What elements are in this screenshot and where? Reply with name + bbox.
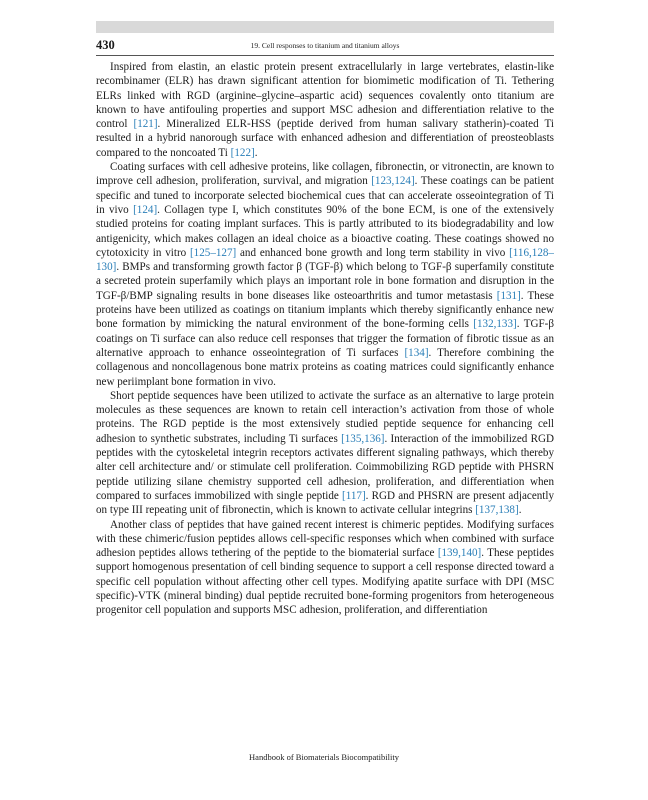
text-run: . Interaction of the immobilized RGD peptides with the cytoskeletal integrin receptors activates different signaling pathways, which thereby alter cell architecture and/ or stimulate cell proliferation. Coimmobilizing RGD peptide with PHSRN peptide utilizing silane chemistry supported cell adhesion, proliferation, and differentiation when compared to surfaces immobilized with single peptide	[96, 432, 554, 502]
running-header	[96, 38, 554, 54]
text-run: .	[254, 146, 258, 159]
text-run: Coating surfaces with cell adhesive proteins, like collagen, fibronectin, or vitronectin, are known to improve cell adhesion, proliferation, survival, and migration	[96, 161, 554, 188]
paragraph	[96, 389, 554, 518]
header-rule	[96, 55, 554, 56]
citation-link[interactable]: [135,136]	[341, 432, 385, 445]
footer-book-title: Handbook of Biomaterials Biocompatibility	[249, 752, 399, 762]
text-run: Another class of peptides that have gained recent interest is chimeric peptides. Modifying surfaces with these chimeric/fusion peptides allows cell-specific responses which when combined with surface adhesion peptides allows tethering of the peptide to the biomaterial surface	[96, 518, 554, 560]
paragraph	[96, 60, 554, 160]
citation-link[interactable]: [131]	[496, 289, 521, 302]
text-run: and enhanced bone growth and long term stability in vivo	[236, 246, 510, 259]
text-run: Short peptide sequences have been utilized to activate the surface as an alternative to large protein molecules as these sequences are known to retain cell interaction’s activation from those of whole proteins. The RGD peptide is the most extensively studied peptide sequence for enhancing cell adhesion to synthetic substrates, including Ti surfaces	[96, 389, 554, 445]
text-run: . Collagen type I, which constitutes 90% of the bone ECM, is one of the extensively studied proteins for coating implant surfaces. This is partly attributed to its biodegradability and low antigenicity, which makes collagen an ideal choice as a bioactive coating. These coatings showed no cytotoxicity in vitro	[96, 203, 554, 259]
citation-link[interactable]: [125–127]	[189, 246, 237, 259]
text-run: . Mineralized ELR-HSS (peptide derived from human salivary statherin)-coated Ti resulted in a hybrid nanorough surface with enhanced adhesion and differentiation of preosteoblasts compared to the noncoated Ti	[96, 118, 554, 159]
page-number: 430	[96, 38, 115, 52]
text-run: . TGF-β coatings on Ti surface can also reduce cell responses that trigger the formation of fibrotic tissue as an alternative approach to enhance osseointegration of Ti surfaces	[96, 318, 554, 359]
citation-link[interactable]: [116,128–130]	[96, 246, 554, 274]
citation-link[interactable]: [123,124]	[371, 175, 415, 188]
text-run: . BMPs and transforming growth factor β (TGF-β) which belong to TGF-β superfamily constitute a secreted protein superfamily which plays an important role in bone formation and disruption in the TGF-β/BMP signaling results in bone diseases like osteoarthritis and tumor metastasis	[96, 261, 554, 302]
text-run: . Therefore combining the collagenous and noncollagenous bone matrix proteins as coating matrices could significantly enhance new periimplant bone formation in vivo.	[96, 346, 554, 388]
citation-link[interactable]: [134]	[404, 346, 429, 359]
citation-link[interactable]: [122]	[230, 146, 255, 159]
body-text	[96, 60, 554, 715]
citation-link[interactable]: [117]	[342, 489, 366, 502]
citation-link[interactable]: [121]	[133, 118, 158, 131]
text-run: Inspired from elastin, an elastic protein present extracellularly in large vertebrates, elastin-like recombinamer (ELR) has drawn significant attention for biomimetic modification of Ti. Tethering ELRs linked with RGD (arginine–glycine–aspartic acid) sequences covalently onto titanium are known to have antifouling properties and support MSC adhesion and differentiation relative to the control	[96, 61, 554, 131]
text-run: . These coatings can be patient specific and tuned to incorporate selected biochemical cues that can accelerate osseointegration of Ti in vivo	[96, 175, 554, 216]
citation-link[interactable]: [137,138]	[475, 504, 519, 517]
chapter-title: 19. Cell responses to titanium and titanium alloys	[250, 41, 400, 50]
text-run: . These peptides support homogenous presentation of cell binding sequence to support a cell response directed toward a specific cell population without affecting other cell types. Modifying apatite surface with DPI (MSC specific)-VTK (mineral binding) dual peptide recruited bone-forming progenitors from heterogeneous progenitor cell population and supports MSC adhesion, proliferation, and differentiation	[96, 547, 554, 617]
text-run: .	[518, 504, 522, 517]
citation-link[interactable]: [124]	[133, 203, 158, 216]
paragraph	[96, 518, 554, 618]
citation-link[interactable]: [132,133]	[473, 318, 517, 331]
paragraph	[96, 160, 554, 389]
text-run: . RGD and PHSRN are present adjacently on type III repeating unit of fibronectin, which is known to activate cellular integrins	[96, 489, 554, 517]
citation-link[interactable]: [139,140]	[437, 547, 482, 560]
text-run: . These proteins have been utilized as coatings on titanium implants which thereby significantly enhance new bone formation by mimicking the natural environment of the bone-forming cells	[96, 289, 554, 331]
header-bar	[96, 21, 554, 33]
